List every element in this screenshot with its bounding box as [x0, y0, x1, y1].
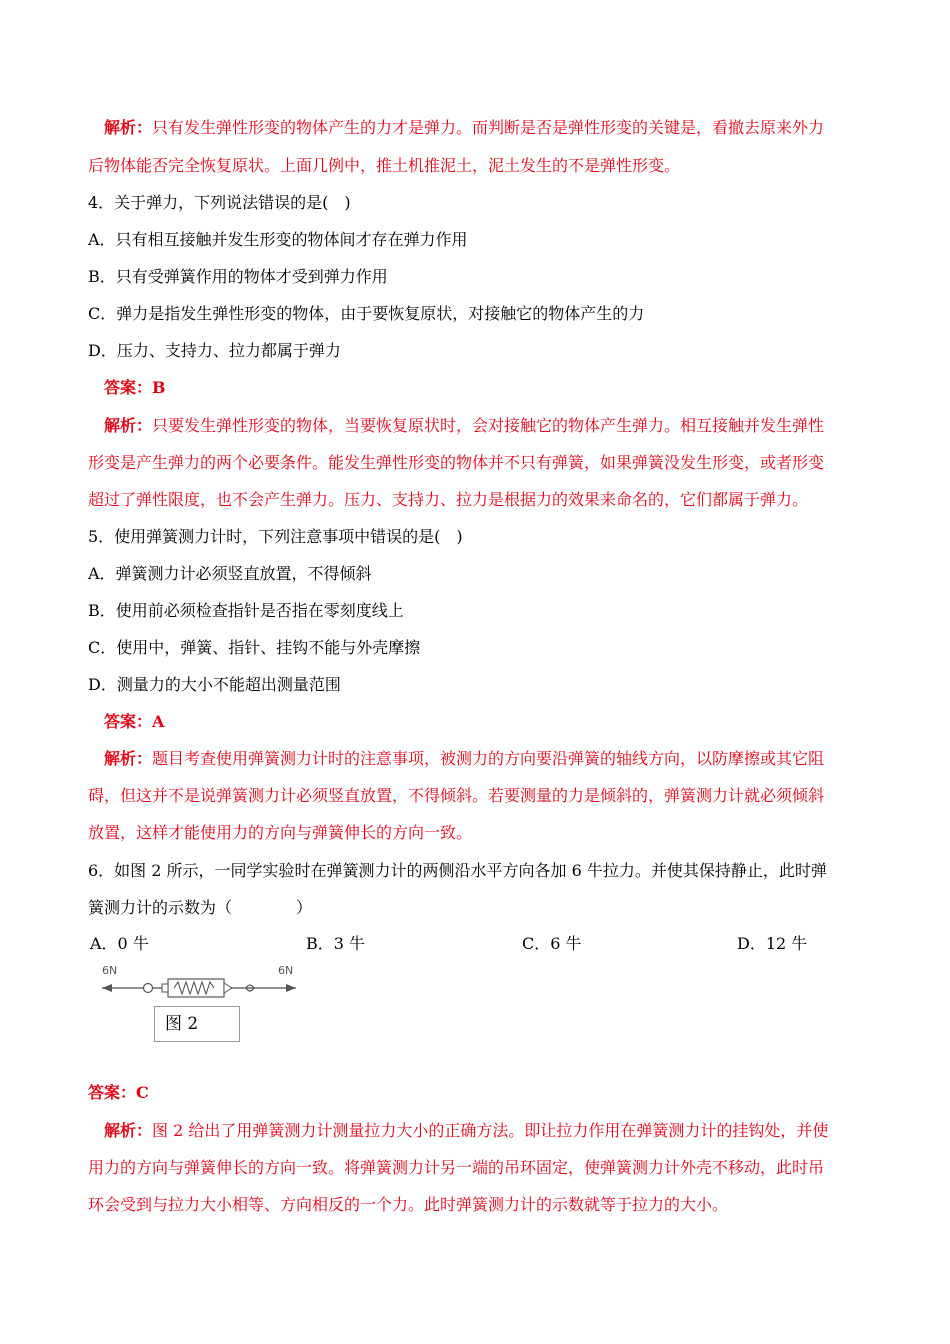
analysis-q6-line2: 用力的方向与弹簧伸长的方向一致。将弹簧测力计另一端的吊环固定，使弹簧测力计外壳不移动，此时吊 [88, 1158, 825, 1177]
analysis-q4-line1: 解析：只要发生弹性形变的物体，当要恢复原状时，会对接触它的物体产生弹力。相互接触并发生弹性 [104, 416, 825, 435]
analysis-q3-line2: 后物体能否完全恢复原状。上面几例中，推土机推泥土，泥土发生的不是弹性形变。 [88, 156, 681, 175]
analysis-label: 解析： [104, 416, 153, 435]
force-label-left: 6N [102, 964, 118, 977]
analysis-q3-line1: 解析：只有发生弹性形变的物体产生的力才是弹力。而判断是否是弹性形变的关键是，看撤去原来外力 [104, 118, 825, 137]
analysis-label: 解析： [104, 118, 153, 137]
analysis-label: 解析： [104, 749, 153, 768]
question-6-answer: 答案：C [88, 1083, 149, 1102]
analysis-q4-line3: 超过了弹性限度，也不会产生弹力。压力、支持力、拉力是根据力的效果来命名的，它们都属于弹力。 [88, 490, 809, 509]
analysis-q6-line3: 环会受到与拉力大小相等、方向相反的一个力。此时弹簧测力计的示数就等于拉力的大小。 [88, 1195, 729, 1214]
question-4-answer: 答案：B [104, 378, 166, 397]
analysis-q5-line3: 放置，这样才能使用力的方向与弹簧伸长的方向一致。 [88, 823, 473, 842]
hook-end [224, 983, 232, 993]
question-5-option-a: A．弹簧测力计必须竖直放置，不得倾斜 [88, 564, 372, 583]
arrow-left-icon [102, 984, 112, 992]
analysis-q6-line1: 解析：图 2 给出了用弹簧测力计测量拉力大小的正确方法。即让拉力作用在弹簧测力计的挂钩处，并使 [104, 1121, 829, 1140]
question-5-answer: 答案：A [104, 712, 165, 731]
force-label-right: 6N [278, 964, 294, 977]
analysis-q5-line1: 解析：题目考查使用弹簧测力计时的注意事项，被测力的方向要沿弹簧的轴线方向，以防摩擦或其它阻 [104, 749, 825, 768]
question-6-option-d: D．12 牛 [737, 934, 808, 953]
question-5-option-b: B．使用前必须检查指针是否指在零刻度线上 [88, 601, 404, 620]
question-5-option-d: D．测量力的大小不能超出测量范围 [88, 675, 341, 694]
question-4-option-d: D．压力、支持力、拉力都属于弹力 [88, 341, 341, 360]
question-6-stem-line2: 簧测力计的示数为（ ） [88, 898, 313, 917]
question-4-option-c: C．弹力是指发生弹性形变的物体，由于要恢复原状，对接触它的物体产生的力 [88, 304, 645, 323]
scale-end-cap [162, 984, 168, 992]
figure-caption: 图 2 [154, 1006, 240, 1042]
question-4-option-b: B．只有受弹簧作用的物体才受到弹力作用 [88, 267, 388, 286]
analysis-q5-line2: 碍，但这并不是说弹簧测力计必须竖直放置，不得倾斜。若要测量的力是倾斜的，弹簧测力计就必须倾斜 [88, 786, 825, 805]
question-6-stem-line1: 6．如图 2 所示，一同学实验时在弹簧测力计的两侧沿水平方向各加 6 牛拉力。并使其保持静止，此时弹 [88, 861, 827, 880]
question-5-option-c: C．使用中，弹簧、指针、挂钩不能与外壳摩擦 [88, 638, 421, 657]
ring-left [144, 984, 153, 993]
question-5-stem: 5．使用弹簧测力计时，下列注意事项中错误的是( ) [88, 527, 463, 546]
question-6-option-b: B．3 牛 [306, 934, 366, 953]
question-6-option-a: A．0 牛 [90, 934, 149, 953]
analysis-q4-line2: 形变是产生弹力的两个必要条件。能发生弹性形变的物体并不只有弹簧，如果弹簧没发生形变，或者形变 [88, 453, 825, 472]
question-4-stem: 4．关于弹力，下列说法错误的是( ) [88, 193, 351, 212]
analysis-label: 解析： [104, 1121, 153, 1140]
question-4-option-a: A．只有相互接触并发生形变的物体间才存在弹力作用 [88, 230, 468, 249]
question-6-option-c: C．6 牛 [522, 934, 582, 953]
arrow-right-icon [286, 984, 296, 992]
